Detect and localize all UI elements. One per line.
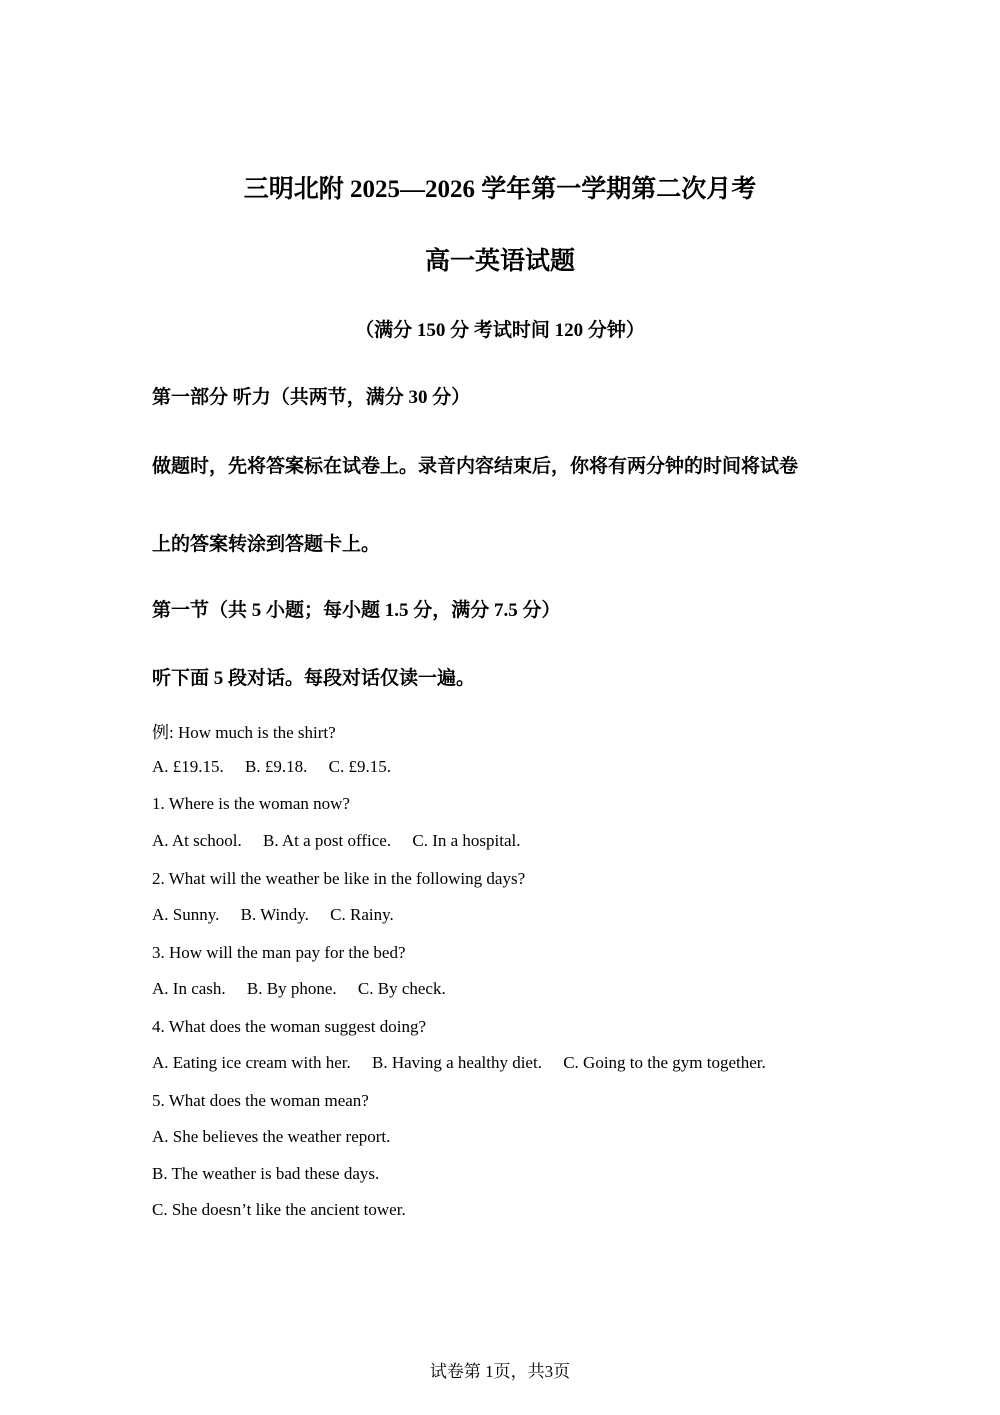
option-a: A. At school. (152, 831, 242, 850)
question-5-option-c: C. She doesn’t like the ancient tower. (152, 1200, 406, 1219)
option-c: C. By check. (357, 979, 446, 998)
question-4-options (152, 1053, 766, 1073)
section1-instruction: 听下面 5 段对话。每段对话仅读一遍。 (152, 668, 476, 689)
option-b: B. At a post office. (262, 831, 392, 850)
exam-title: 三明北附 2025—2026 学年第一学期第二次月考 (243, 176, 757, 203)
option-c: C. Going to the gym together. (563, 1053, 766, 1072)
question-5-option-a: A. She believes the weather report. (152, 1127, 391, 1146)
question-1-options (152, 831, 521, 851)
question-5: 5. What does the woman mean? (152, 1091, 369, 1110)
score-info: （满分 150 分 考试时间 120 分钟） (355, 320, 645, 341)
option-c: C. £9.15. (328, 757, 391, 776)
option-b: B. By phone. (246, 979, 337, 998)
question-2-options (152, 905, 394, 925)
part1-instruction-line1: 做题时，先将答案标在试卷上。录音内容结束后，你将有两分钟的时间将试卷 (152, 456, 799, 477)
part1-instruction-line2: 上的答案转涂到答题卡上。 (152, 534, 381, 555)
option-c: C. In a hospital. (412, 831, 521, 850)
page-footer: 试卷第 1页，共3页 (429, 1362, 571, 1381)
section1-heading: 第一节（共 5 小题；每小题 1.5 分，满分 7.5 分） (152, 600, 561, 621)
question-3: 3. How will the man pay for the bed? (152, 943, 406, 962)
exam-subtitle: 高一英语试题 (424, 248, 575, 275)
option-b: B. Having a healthy diet. (371, 1053, 542, 1072)
example-question: 例: How much is the shirt? (152, 723, 336, 742)
part1-heading: 第一部分 听力（共两节，满分 30 分） (152, 387, 471, 408)
option-a: A. Eating ice cream with her. (152, 1053, 351, 1072)
option-b: B. Windy. (240, 905, 309, 924)
question-4: 4. What does the woman suggest doing? (152, 1017, 427, 1036)
option-a: A. £19.15. (152, 757, 224, 776)
question-1: 1. Where is the woman now? (152, 794, 350, 813)
option-a: A. In cash. (152, 979, 226, 998)
option-a: A. Sunny. (152, 905, 220, 924)
option-c: C. Rainy. (330, 905, 394, 924)
question-5-option-b: B. The weather is bad these days. (152, 1164, 380, 1183)
question-2: 2. What will the weather be like in the following days? (152, 869, 526, 888)
question-3-options (152, 979, 446, 999)
option-b: B. £9.18. (245, 757, 308, 776)
example-options (152, 757, 391, 777)
